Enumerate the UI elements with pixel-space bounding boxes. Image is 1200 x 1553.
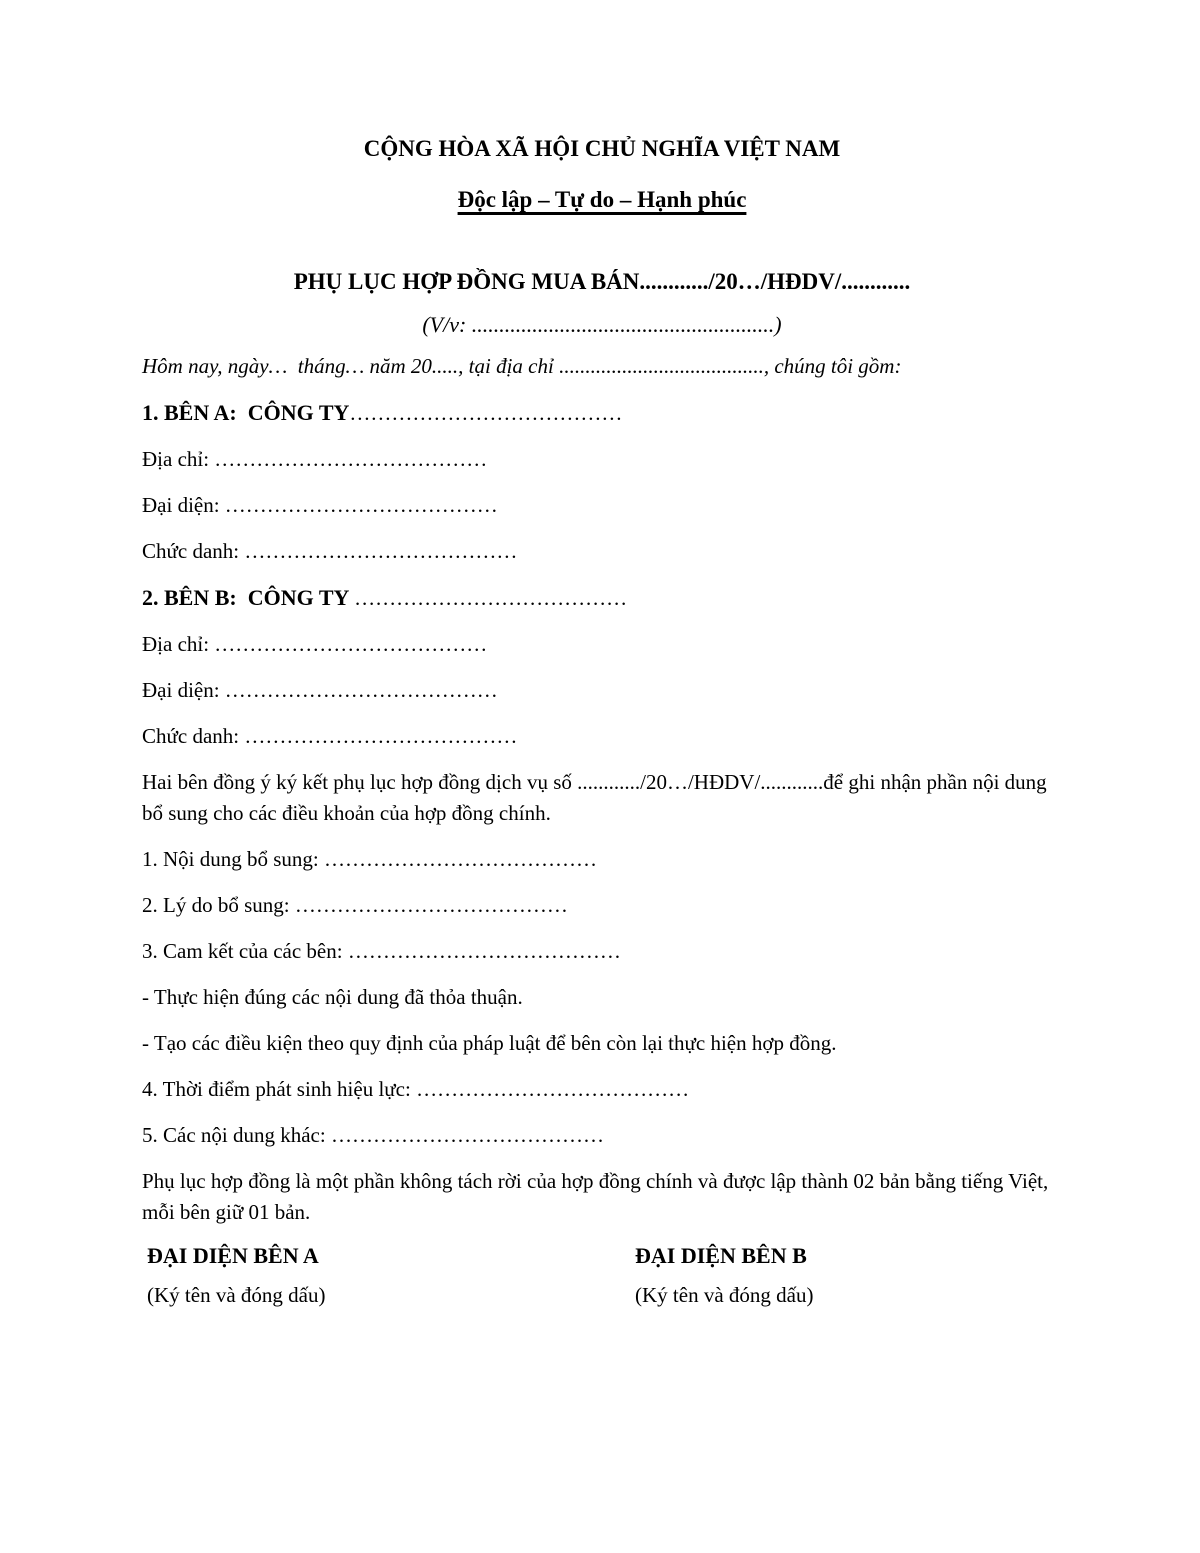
signature-party-a bbox=[142, 1243, 635, 1308]
clause-1-supplement-content: 1. Nội dung bổ sung: ………………………………… bbox=[142, 847, 598, 871]
party-b-signature-title: ĐẠI DIỆN BÊN B bbox=[635, 1243, 807, 1268]
party-a-representative-line: Đại diện: ………………………………… bbox=[142, 493, 498, 517]
signature-party-b bbox=[635, 1243, 1062, 1308]
national-motto-line2 bbox=[142, 187, 1062, 213]
party-b-heading-dots: ………………………………… bbox=[354, 586, 628, 610]
clause-4-effective-time: 4. Thời điểm phát sinh hiệu lực: ………………………………… bbox=[142, 1077, 690, 1101]
party-b-heading bbox=[142, 582, 1062, 614]
clause-3-bullet-2: - Tạo các điều kiện theo quy định của pháp luật để bên còn lại thực hiện hợp đồng. bbox=[142, 1031, 837, 1055]
party-a-heading-dots: ………………………………… bbox=[349, 401, 623, 425]
party-a-signature-note: (Ký tên và đóng dấu) bbox=[147, 1283, 326, 1307]
clause-3-commitments: 3. Cam kết của các bên: ………………………………… bbox=[142, 939, 621, 963]
party-a-position-line: Chức danh: ………………………………… bbox=[142, 539, 518, 563]
party-a-heading-label: 1. BÊN A: CÔNG TY bbox=[142, 400, 350, 425]
agreement-paragraph: Hai bên đồng ý ký kết phụ lục hợp đồng dịch vụ số ............/20…/HĐDV/............để ghi nhận phần nội dung bổ sung cho các điều khoản của hợp đồng chính. bbox=[142, 770, 1052, 825]
clause-3-bullet-1: - Thực hiện đúng các nội dung đã thỏa thuận. bbox=[142, 985, 523, 1009]
party-b-heading-label: 2. BÊN B: CÔNG TY bbox=[142, 585, 355, 610]
party-a-address-line: Địa chỉ: ………………………………… bbox=[142, 447, 488, 471]
clause-2-supplement-reason: 2. Lý do bổ sung: ………………………………… bbox=[142, 893, 568, 917]
clause-5-other-contents: 5. Các nội dung khác: ………………………………… bbox=[142, 1123, 604, 1147]
signature-block bbox=[142, 1243, 1062, 1308]
closing-paragraph: Phụ lục hợp đồng là một phần không tách rời của hợp đồng chính và được lập thành 02 bản bằng tiếng Việt, mỗi bên giữ 01 bản. bbox=[142, 1169, 1054, 1224]
party-a-heading bbox=[142, 397, 1062, 429]
party-b-representative-line: Đại diện: ………………………………… bbox=[142, 678, 498, 702]
party-a-signature-title: ĐẠI DIỆN BÊN A bbox=[147, 1243, 319, 1268]
intro-line: Hôm nay, ngày… tháng… năm 20....., tại địa chỉ ......................................., chúng tôi gồm: bbox=[142, 354, 902, 378]
national-motto-line2-text: Độc lập – Tự do – Hạnh phúc bbox=[457, 187, 747, 212]
party-b-signature-note: (Ký tên và đóng dấu) bbox=[635, 1283, 814, 1307]
document-title: PHỤ LỤC HỢP ĐỒNG MUA BÁN............/20…/HĐDV/............ bbox=[293, 269, 911, 294]
party-b-position-line: Chức danh: ………………………………… bbox=[142, 724, 518, 748]
national-motto-line1: CỘNG HÒA XÃ HỘI CHỦ NGHĨA VIỆT NAM bbox=[363, 136, 841, 161]
party-b-address-line: Địa chỉ: ………………………………… bbox=[142, 632, 488, 656]
subject-line: (V/v: .......................................................) bbox=[422, 312, 782, 337]
